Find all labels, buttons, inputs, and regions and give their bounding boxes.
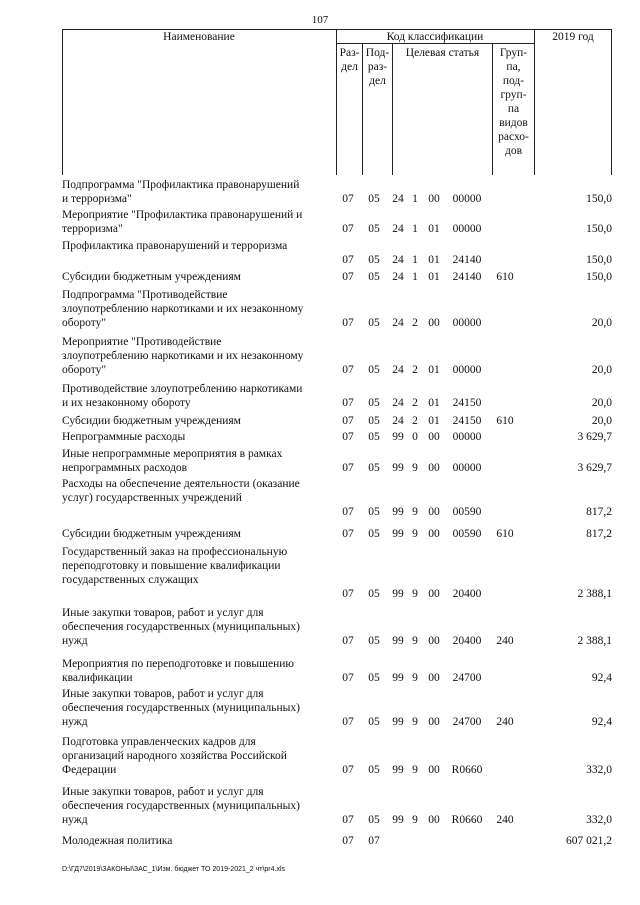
cell-podrazdel: 07 bbox=[368, 835, 380, 847]
header-podrazdel: Под- раз- дел bbox=[365, 47, 390, 87]
cell-program: 24 bbox=[392, 193, 404, 205]
cell-main: 01 bbox=[428, 223, 440, 235]
cell-sub: 2 bbox=[412, 397, 418, 409]
cell-razdel: 07 bbox=[342, 223, 354, 235]
cell-razdel: 07 bbox=[342, 528, 354, 540]
cell-main: 01 bbox=[428, 415, 440, 427]
cell-sub: 2 bbox=[412, 317, 418, 329]
cell-dir: R0660 bbox=[451, 814, 483, 826]
cell-program: 24 bbox=[392, 271, 404, 283]
table-row bbox=[62, 239, 612, 267]
cell-program: 99 bbox=[392, 716, 404, 728]
header-year: 2019 год bbox=[552, 31, 594, 43]
cell-program: 99 bbox=[392, 588, 404, 600]
cell-podrazdel: 05 bbox=[368, 254, 380, 266]
cell-podrazdel: 05 bbox=[368, 716, 380, 728]
table-row bbox=[62, 785, 612, 827]
cell-podrazdel: 05 bbox=[368, 462, 380, 474]
cell-podrazdel: 05 bbox=[368, 223, 380, 235]
cell-razdel: 07 bbox=[342, 415, 354, 427]
row-name: Молодежная политика bbox=[62, 835, 173, 847]
cell-main: 00 bbox=[428, 317, 440, 329]
cell-vid: 240 bbox=[496, 635, 514, 647]
cell-dir: R0660 bbox=[451, 764, 483, 776]
row-name: Иные непрограммные мероприятия в рамках непрограммных расходов bbox=[62, 448, 283, 474]
cell-dir: 00000 bbox=[452, 462, 482, 474]
cell-dir: 20400 bbox=[452, 635, 482, 647]
table-row bbox=[62, 477, 612, 519]
cell-program: 24 bbox=[392, 415, 404, 427]
table-row bbox=[62, 430, 612, 444]
cell-sum: 92,4 bbox=[591, 672, 612, 684]
cell-program: 24 bbox=[392, 254, 404, 266]
cell-razdel: 07 bbox=[342, 672, 354, 684]
table-row bbox=[62, 414, 612, 428]
cell-dir: 00000 bbox=[452, 431, 482, 443]
cell-main: 01 bbox=[428, 364, 440, 376]
row-name: Противодействие злоупотреблению наркотиками и их незаконному обороту bbox=[62, 383, 303, 409]
cell-sub: 1 bbox=[412, 223, 418, 235]
cell-razdel: 07 bbox=[342, 364, 354, 376]
cell-program: 24 bbox=[392, 223, 404, 235]
cell-vid: 240 bbox=[496, 814, 514, 826]
cell-sub: 2 bbox=[412, 364, 418, 376]
table-row bbox=[62, 382, 612, 410]
cell-sum: 2 388,1 bbox=[577, 588, 612, 600]
header-code-group: Код классификации bbox=[386, 31, 484, 43]
cell-razdel: 07 bbox=[342, 588, 354, 600]
row-name: Подпрограмма "Профилактика правонарушений и терроризма" bbox=[62, 179, 300, 205]
cell-program: 99 bbox=[392, 528, 404, 540]
page-number: 107 bbox=[311, 14, 329, 26]
cell-sum: 607 021,2 bbox=[566, 835, 612, 847]
cell-razdel: 07 bbox=[342, 506, 354, 518]
cell-program: 99 bbox=[392, 462, 404, 474]
table-row bbox=[62, 657, 612, 685]
table-row bbox=[62, 335, 612, 377]
cell-sum: 3 629,7 bbox=[577, 462, 612, 474]
cell-program: 24 bbox=[392, 317, 404, 329]
row-name: Иные закупки товаров, работ и услуг для обеспечения государственных (муниципальных) нужд bbox=[62, 786, 300, 826]
table-row bbox=[62, 687, 612, 729]
cell-sum: 20,0 bbox=[591, 317, 612, 329]
cell-sub: 9 bbox=[412, 588, 418, 600]
cell-podrazdel: 05 bbox=[368, 397, 380, 409]
cell-main: 00 bbox=[428, 672, 440, 684]
cell-main: 00 bbox=[428, 506, 440, 518]
cell-program: 99 bbox=[392, 672, 404, 684]
cell-sum: 150,0 bbox=[586, 193, 612, 205]
cell-program: 24 bbox=[392, 364, 404, 376]
header-group: Груп- па, под- груп- па видов расхо- дов bbox=[498, 47, 529, 157]
row-name: Мероприятия по переподготовке и повышению квалификации bbox=[62, 658, 294, 684]
cell-main: 00 bbox=[428, 431, 440, 443]
cell-sum: 20,0 bbox=[591, 364, 612, 376]
cell-razdel: 07 bbox=[342, 462, 354, 474]
cell-sub: 1 bbox=[412, 271, 418, 283]
cell-program: 99 bbox=[392, 506, 404, 518]
cell-dir: 24150 bbox=[452, 397, 482, 409]
row-name: Подготовка управленческих кадров для организаций народного хозяйства Российской Федерации bbox=[62, 736, 287, 776]
cell-sum: 150,0 bbox=[586, 271, 612, 283]
header-target: Целевая статья bbox=[405, 47, 480, 59]
cell-sum: 20,0 bbox=[591, 397, 612, 409]
row-name: Государственный заказ на профессиональную переподготовку и повышение квалификации государственных служащих bbox=[62, 546, 288, 586]
cell-razdel: 07 bbox=[342, 397, 354, 409]
cell-main: 00 bbox=[428, 764, 440, 776]
table-row bbox=[62, 288, 612, 330]
cell-main: 00 bbox=[428, 193, 440, 205]
cell-sub: 0 bbox=[412, 431, 418, 443]
table-row bbox=[62, 606, 612, 648]
cell-vid: 610 bbox=[496, 271, 514, 283]
cell-razdel: 07 bbox=[342, 814, 354, 826]
table-row bbox=[62, 447, 612, 475]
cell-dir: 24150 bbox=[452, 415, 482, 427]
cell-podrazdel: 05 bbox=[368, 271, 380, 283]
cell-podrazdel: 05 bbox=[368, 588, 380, 600]
cell-program: 99 bbox=[392, 814, 404, 826]
cell-sub: 1 bbox=[412, 254, 418, 266]
cell-sum: 3 629,7 bbox=[577, 431, 612, 443]
cell-dir: 24140 bbox=[452, 271, 482, 283]
cell-vid: 610 bbox=[496, 528, 514, 540]
cell-podrazdel: 05 bbox=[368, 364, 380, 376]
cell-sum: 332,0 bbox=[586, 764, 612, 776]
cell-sub: 9 bbox=[412, 462, 418, 474]
header-name: Наименование bbox=[163, 31, 235, 43]
row-name: Подпрограмма "Противодействие злоупотреблению наркотиками и их незаконному обороту" bbox=[62, 289, 304, 329]
cell-main: 00 bbox=[428, 814, 440, 826]
cell-sum: 92,4 bbox=[591, 716, 612, 728]
cell-sub: 2 bbox=[412, 415, 418, 427]
row-name: Расходы на обеспечение деятельности (оказание услуг) государственных учреждений bbox=[62, 478, 300, 504]
cell-dir: 00000 bbox=[452, 364, 482, 376]
row-name: Иные закупки товаров, работ и услуг для обеспечения государственных (муниципальных) нужд bbox=[62, 688, 300, 728]
cell-sub: 9 bbox=[412, 672, 418, 684]
cell-podrazdel: 05 bbox=[368, 672, 380, 684]
cell-sub: 9 bbox=[412, 506, 418, 518]
cell-dir: 00590 bbox=[452, 506, 482, 518]
row-name: Мероприятие "Противодействие злоупотреблению наркотиками и их незаконному обороту" bbox=[62, 336, 304, 376]
cell-vid: 610 bbox=[496, 415, 514, 427]
cell-dir: 00000 bbox=[452, 317, 482, 329]
cell-sub: 1 bbox=[412, 193, 418, 205]
cell-podrazdel: 05 bbox=[368, 814, 380, 826]
cell-podrazdel: 05 bbox=[368, 635, 380, 647]
cell-main: 00 bbox=[428, 462, 440, 474]
header-razdel: Раз- дел bbox=[339, 47, 360, 73]
cell-main: 01 bbox=[428, 397, 440, 409]
cell-sum: 20,0 bbox=[591, 415, 612, 427]
cell-main: 01 bbox=[428, 271, 440, 283]
table-header bbox=[62, 29, 612, 175]
cell-sub: 9 bbox=[412, 716, 418, 728]
table-row bbox=[62, 834, 612, 848]
cell-main: 00 bbox=[428, 528, 440, 540]
row-name: Профилактика правонарушений и терроризма bbox=[62, 240, 288, 252]
row-name: Непрограммные расходы bbox=[62, 431, 186, 443]
cell-dir: 24700 bbox=[452, 716, 482, 728]
cell-podrazdel: 05 bbox=[368, 415, 380, 427]
cell-dir: 00590 bbox=[452, 528, 482, 540]
cell-razdel: 07 bbox=[342, 835, 354, 847]
cell-sub: 9 bbox=[412, 528, 418, 540]
table-row bbox=[62, 527, 612, 541]
cell-razdel: 07 bbox=[342, 193, 354, 205]
cell-dir: 24700 bbox=[452, 672, 482, 684]
table-row bbox=[62, 270, 612, 284]
cell-program: 24 bbox=[392, 397, 404, 409]
cell-dir: 00000 bbox=[452, 193, 482, 205]
cell-sum: 817,2 bbox=[586, 528, 612, 540]
file-path: D:\ГД7\2019\ЗАКОНЫ\ЗАС_1\Изм. бюджет ТО 2019-2021_2 чт\pr4.xls bbox=[62, 866, 286, 873]
cell-sum: 150,0 bbox=[586, 254, 612, 266]
cell-razdel: 07 bbox=[342, 271, 354, 283]
cell-dir: 24140 bbox=[452, 254, 482, 266]
cell-podrazdel: 05 bbox=[368, 506, 380, 518]
cell-main: 00 bbox=[428, 635, 440, 647]
cell-program: 99 bbox=[392, 431, 404, 443]
cell-main: 00 bbox=[428, 588, 440, 600]
cell-podrazdel: 05 bbox=[368, 764, 380, 776]
row-name: Иные закупки товаров, работ и услуг для обеспечения государственных (муниципальных) нужд bbox=[62, 607, 300, 647]
cell-razdel: 07 bbox=[342, 635, 354, 647]
cell-razdel: 07 bbox=[342, 764, 354, 776]
cell-dir: 00000 bbox=[452, 223, 482, 235]
cell-sum: 817,2 bbox=[586, 506, 612, 518]
cell-program: 99 bbox=[392, 635, 404, 647]
cell-razdel: 07 bbox=[342, 716, 354, 728]
cell-sub: 9 bbox=[412, 814, 418, 826]
cell-sum: 150,0 bbox=[586, 223, 612, 235]
cell-vid: 240 bbox=[496, 716, 514, 728]
cell-program: 99 bbox=[392, 764, 404, 776]
table-row bbox=[62, 178, 612, 206]
table-row bbox=[62, 208, 612, 236]
cell-sub: 9 bbox=[412, 764, 418, 776]
cell-sub: 9 bbox=[412, 635, 418, 647]
cell-razdel: 07 bbox=[342, 431, 354, 443]
row-name: Субсидии бюджетным учреждениям bbox=[62, 415, 241, 427]
cell-podrazdel: 05 bbox=[368, 528, 380, 540]
cell-podrazdel: 05 bbox=[368, 431, 380, 443]
cell-sum: 332,0 bbox=[586, 814, 612, 826]
cell-dir: 20400 bbox=[452, 588, 482, 600]
table-row bbox=[62, 545, 612, 601]
table-row bbox=[62, 735, 612, 777]
cell-razdel: 07 bbox=[342, 254, 354, 266]
row-name: Субсидии бюджетным учреждениям bbox=[62, 271, 241, 283]
cell-main: 01 bbox=[428, 254, 440, 266]
cell-main: 00 bbox=[428, 716, 440, 728]
cell-podrazdel: 05 bbox=[368, 193, 380, 205]
row-name: Субсидии бюджетным учреждениям bbox=[62, 528, 241, 540]
cell-razdel: 07 bbox=[342, 317, 354, 329]
row-name: Мероприятие "Профилактика правонарушений и терроризма" bbox=[62, 209, 303, 235]
cell-sum: 2 388,1 bbox=[577, 635, 612, 647]
cell-podrazdel: 05 bbox=[368, 317, 380, 329]
